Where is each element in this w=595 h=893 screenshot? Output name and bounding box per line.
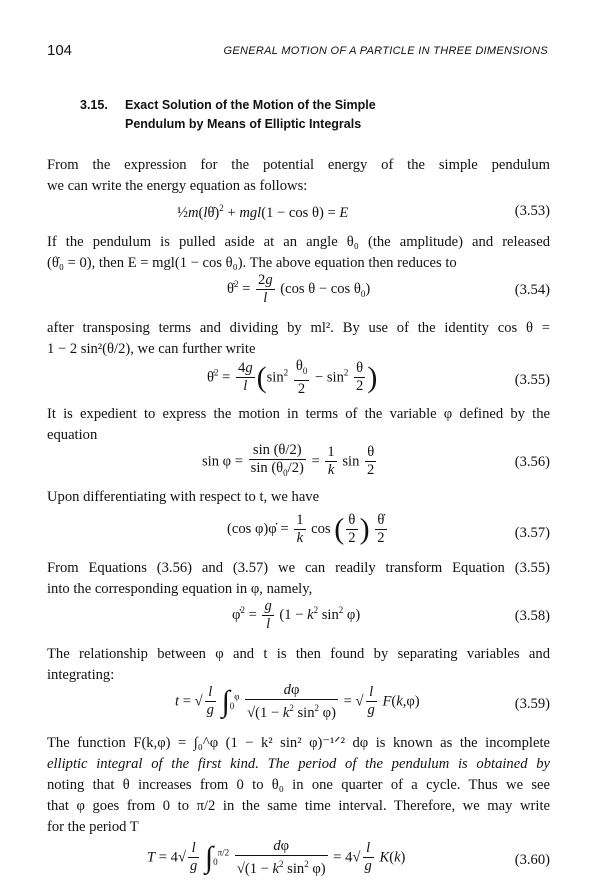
paragraph-5: [47, 487, 550, 508]
text-line: we can write the energy equation as follows:: [47, 178, 308, 194]
equation-3-60: [47, 838, 550, 886]
equation-body: (cos φ)φ̇ = $\frac{1}{k}$ cos ( $\frac{\theta}{2}$ ) $\frac{\thetȧ}{2}$: [227, 512, 385, 546]
text-line: noting that θ increases from 0 to θ₀ in one quarter of a cycle. Thus we see: [47, 777, 550, 793]
text-line: 1 − 2 sin²(θ/2), we can further write: [47, 341, 256, 357]
equation-3-58: [47, 598, 550, 638]
equation-number: (3.59): [514, 696, 550, 712]
text-line: elliptic integral of the first kind. The period of the pendulum is obtained by: [47, 756, 550, 772]
equation-3-53: [47, 203, 550, 225]
text-line: The function F(k,φ) = ∫₀^φ (1 − k² sin² φ)⁻¹ᐟ² dφ is known as the incomplete: [47, 735, 550, 751]
equation-3-55: [47, 358, 550, 402]
text-line: for the period T: [47, 819, 139, 835]
paragraph-8: [47, 733, 550, 838]
equation-number: (3.54): [514, 282, 550, 298]
paragraph-4: [47, 404, 550, 446]
text-line: Upon differentiating with respect to t, we have: [47, 489, 320, 505]
equation-number: (3.56): [514, 454, 550, 470]
text-line: From Equations (3.56) and (3.57) we can readily transform Equation (3.55): [47, 560, 550, 576]
equation-number: (3.57): [514, 525, 550, 541]
paragraph-1: [47, 155, 550, 197]
paragraph-2: [47, 232, 550, 274]
equation-body: T = 4√ $\frac{l}{g}$ $\int_0^{\pi/2}$ $\frac{d\varphi}{√(1 - k^2 \sin^2 \varphi)}$ = 4√ $\frac{l}{g}$ K(k): [147, 838, 406, 877]
paragraph-6: [47, 558, 550, 600]
equation-body: θ̇$^2$ = $\frac{4g}{l}$ ($\sin^2$ $\frac{\theta_0}{2}$ − $\sin^2$ $\frac{\theta}{2}$ ): [207, 358, 378, 397]
paragraph-7: [47, 644, 550, 686]
section-title-line2: Pendulum by Means of Elliptic Integrals: [125, 117, 362, 131]
equation-3-56: [47, 442, 550, 484]
text-line: that φ goes from 0 to π/2 in the same time interval. Therefore, we may write: [47, 798, 550, 814]
paragraph-3: [47, 318, 550, 360]
text-line: From the expression for the potential energy of the simple pendulum: [47, 157, 550, 173]
equation-number: (3.53): [514, 203, 550, 219]
section-number: 3.15.: [80, 98, 108, 112]
equation-number: (3.58): [514, 608, 550, 624]
equation-number: (3.60): [514, 852, 550, 868]
equation-3-59: [47, 682, 550, 728]
equation-3-57: [47, 512, 550, 556]
section-heading: [80, 96, 510, 134]
text-line: into the corresponding equation in φ, namely,: [47, 581, 313, 597]
equation-body: φ̇$^2$ = $\frac{g}{l}$ ($1 - k^2$ $\sin^2 \varphi$): [232, 598, 361, 632]
text-line: integrating:: [47, 667, 115, 683]
equation-body: θ̇$^2$ = $\frac{2g}{l}$ (cos $\theta - \cos \theta_0$): [227, 272, 371, 306]
text-line: If the pendulum is pulled aside at an angle θ₀ (the amplitude) and released: [47, 234, 550, 250]
text-line: after transposing terms and dividing by ml². By use of the identity cos θ =: [47, 320, 550, 336]
equation-number: (3.55): [514, 372, 550, 388]
page-number: 104: [47, 42, 73, 59]
text-line: The relationship between φ and t is then found by separating variables and: [47, 646, 550, 662]
running-head: GENERAL MOTION OF A PARTICLE IN THREE DIMENSIONS: [223, 45, 548, 57]
equation-body: sin φ = $\frac{\sin (\theta/2)}{\sin (\theta_0/2)}$ = $\frac{1}{k}$ sin $\frac{\theta}{2}$: [202, 442, 375, 479]
text-line: equation: [47, 427, 98, 443]
text-line: (θ̇₀ = 0), then E = mgl(1 − cos θ₀). The above equation then reduces to: [47, 255, 457, 271]
equation-3-54: [47, 272, 550, 312]
section-title-line1: Exact Solution of the Motion of the Simple: [125, 98, 376, 112]
equation-body: ½m(lθ̇)$^2$ + mgl(1 − cos θ) = E: [177, 203, 349, 221]
equation-body: t = √ $\frac{l}{g}$ $\int_0^\varphi$ $\frac{d\varphi}{√(1 - k^2 \sin^2 \varphi)}$ = √ $\frac{l}{g}$ F(k,φ): [175, 682, 420, 721]
text-line: It is expedient to express the motion in terms of the variable φ defined by the: [47, 406, 550, 422]
